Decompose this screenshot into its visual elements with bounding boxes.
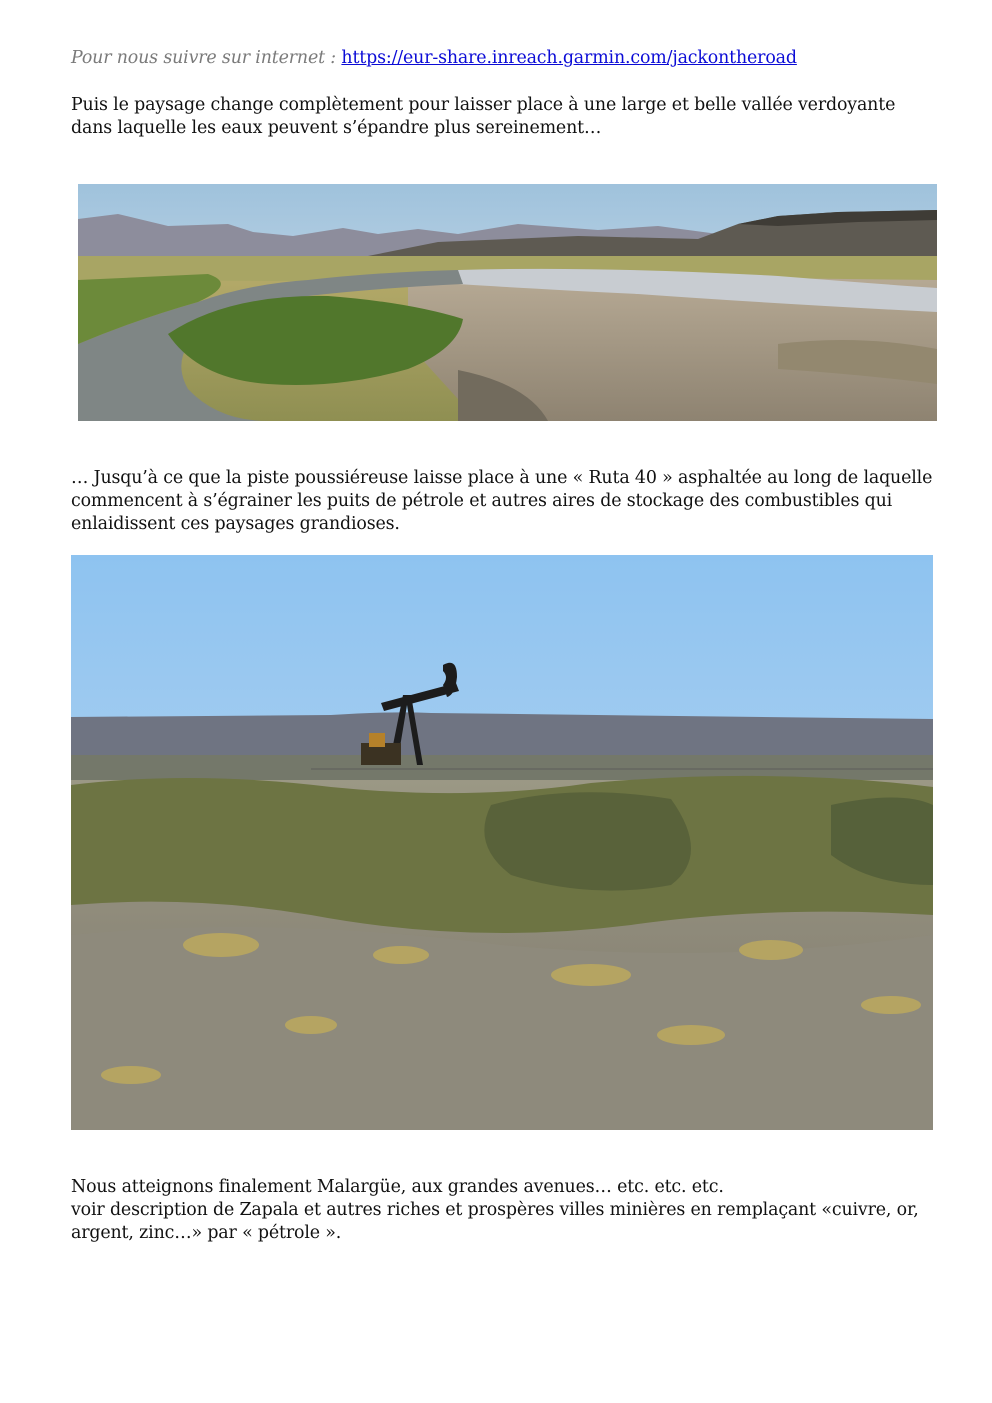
paragraph-malargue-line2: voir description de Zapala et autres riches et prospères villes minières en remplaçant «cuivre, or, argent, zinc…» par « pétrole ».	[71, 1200, 919, 1243]
river-valley-photo	[78, 184, 937, 421]
paragraph-ruta40: … Jusqu’à ce que la piste poussiéreuse laisse place à une « Ruta 40 » asphaltée au long de laquelle commencent à s’égrainer les puits de pétrole et autres aires de stockage des combustibles qui enlaidissent ces paysages grandioses.	[71, 468, 933, 534]
oil-pump-photo	[71, 555, 933, 1130]
paragraph-valley: Puis le paysage change complètement pour laisser place à une large et belle vallée verdoyante dans laquelle les eaux peuvent s’épandre plus sereinement…	[71, 95, 896, 138]
paragraph-malargue	[71, 1176, 941, 1245]
follow-lead: Pour nous suivre sur internet :	[71, 48, 342, 68]
paragraph-malargue-line1: Nous atteignons finalement Malargüe, aux grandes avenues… etc. etc. etc.	[71, 1177, 724, 1197]
follow-line	[71, 47, 941, 70]
tracking-link[interactable]: https://eur-share.inreach.garmin.com/jackontheroad	[341, 48, 797, 68]
